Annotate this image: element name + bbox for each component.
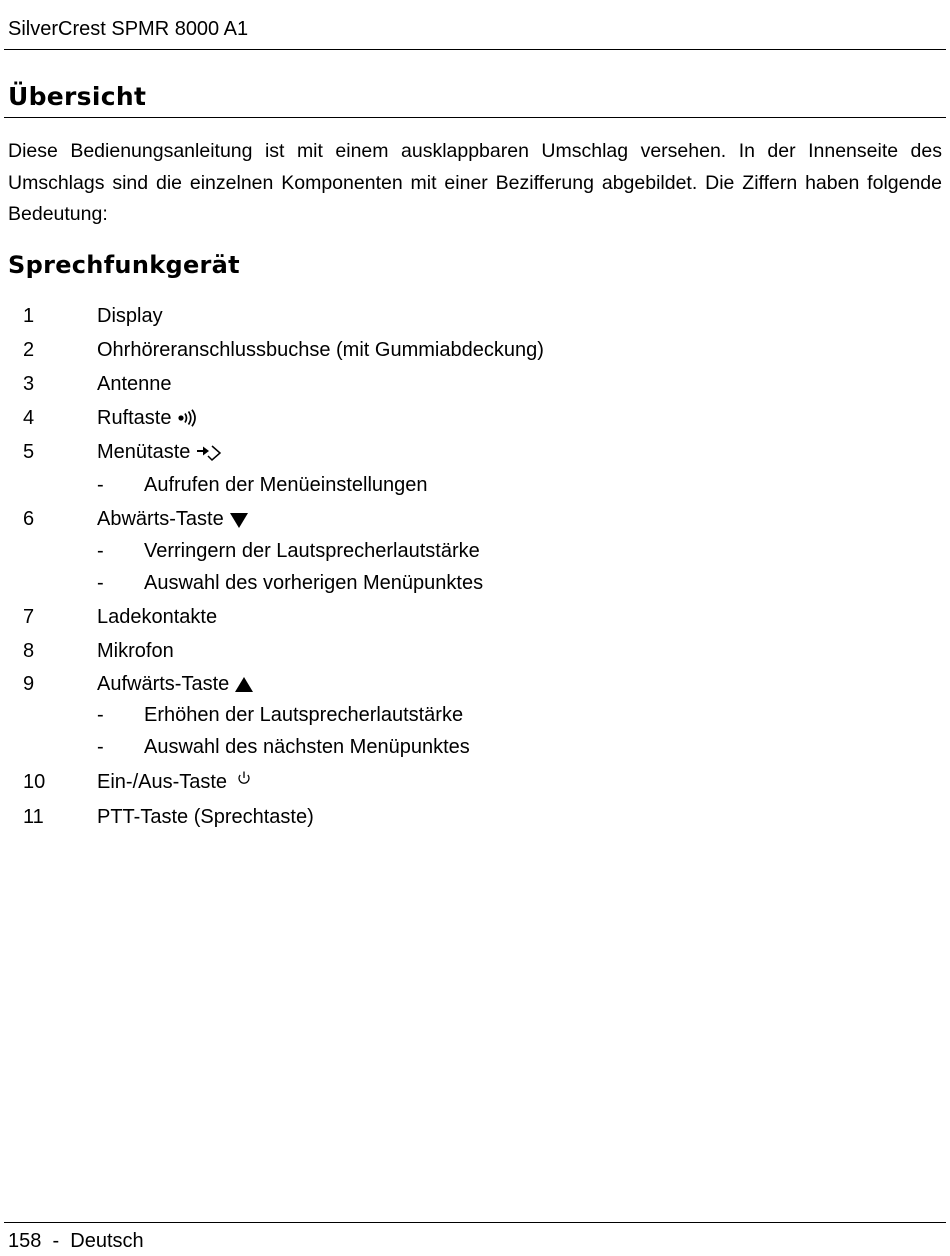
item-number: 7: [23, 606, 35, 628]
bullet-dash: -: [97, 474, 104, 496]
item-number: 9: [23, 673, 35, 695]
up-triangle-icon: [234, 676, 254, 694]
power-icon: [235, 770, 253, 788]
bullet-dash: -: [97, 704, 104, 726]
item-number: 10: [23, 771, 46, 793]
item-label: Ruftaste: [97, 407, 172, 429]
subitem-label: Auswahl des vorherigen Menüpunktes: [144, 572, 484, 594]
item-number: 11: [23, 806, 44, 828]
header-rule: [4, 49, 946, 50]
item-label: PTT-Taste (Sprechtaste): [97, 806, 314, 828]
bullet-dash: -: [97, 572, 104, 594]
item-label: Aufwärts-Taste: [97, 673, 230, 695]
item-label: Mikrofon: [97, 640, 174, 662]
intro-line-3: Bedeutung:: [8, 203, 108, 225]
intro-line-2: Umschlags sind die einzelnen Komponenten mit einer Bezifferung abgebildet. Die Ziffern haben folgende: [8, 171, 942, 194]
subitem-label: Auswahl des nächsten Menüpunktes: [144, 736, 470, 758]
menu-arrow-icon: [195, 443, 225, 463]
bullet-dash: -: [97, 540, 104, 562]
section-title: Übersicht: [8, 82, 147, 111]
intro-line-1: Diese Bedienungsanleitung ist mit einem ausklappbaren Umschlag versehen. In der Innenseite des: [8, 140, 942, 162]
page-footer: [8, 1229, 144, 1253]
page-header: SilverCrest SPMR 8000 A1: [8, 18, 249, 40]
item-label: Display: [97, 305, 163, 327]
footer-language: Deutsch: [70, 1230, 144, 1252]
intro-paragraph: [8, 136, 942, 231]
item-number: 1: [23, 305, 35, 327]
page-number: 158: [8, 1230, 42, 1252]
item-number: 6: [23, 508, 35, 530]
item-number: 2: [23, 339, 35, 361]
subsection-title: Sprechfunkgerät: [8, 251, 240, 279]
item-label: Ladekontakte: [97, 606, 218, 628]
item-number: 8: [23, 640, 35, 662]
item-label: Ein-/Aus-Taste: [97, 771, 228, 793]
item-label: Abwärts-Taste: [97, 508, 224, 530]
bullet-dash: -: [97, 736, 104, 758]
subitem-label: Aufrufen der Menüeinstellungen: [144, 474, 428, 496]
item-number: 5: [23, 441, 35, 463]
item-label: Menütaste: [97, 441, 191, 463]
item-label: Antenne: [97, 373, 172, 395]
footer-rule: [4, 1222, 946, 1223]
subitem-label: Erhöhen der Lautsprecherlautstärke: [144, 704, 464, 726]
down-triangle-icon: [229, 511, 249, 529]
call-signal-icon: [176, 409, 202, 429]
subitem-label: Verringern der Lautsprecherlautstärke: [144, 540, 480, 562]
item-number: 3: [23, 373, 35, 395]
section-rule: [4, 117, 946, 118]
item-number: 4: [23, 407, 35, 429]
item-label: Ohrhöreranschlussbuchse (mit Gummiabdeckung): [97, 339, 544, 361]
footer-separator: -: [52, 1230, 60, 1252]
